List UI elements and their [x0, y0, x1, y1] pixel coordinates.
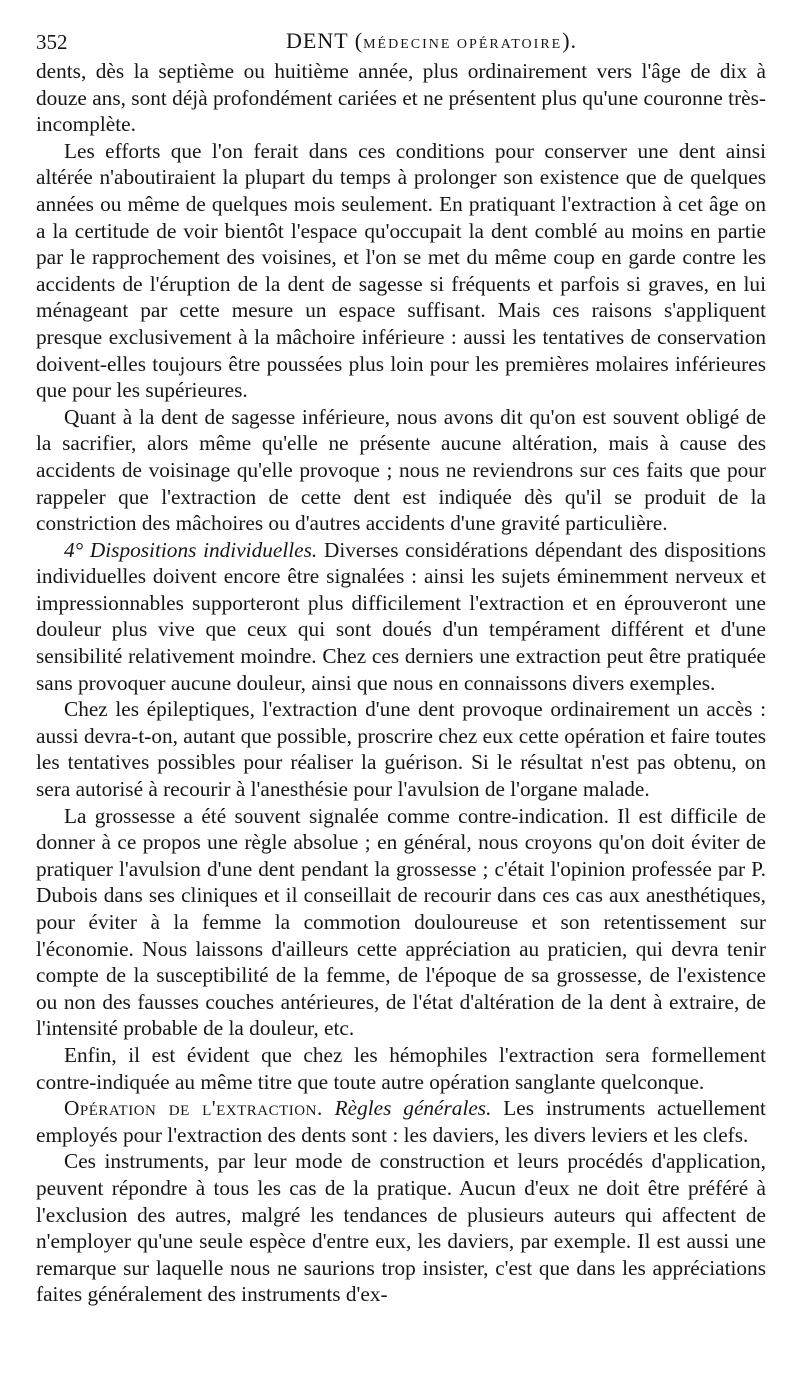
section-heading-extraction: Opération de l'extraction. — [64, 1096, 323, 1121]
paragraph: Quant à la dent de sagesse inférieure, nous avons dit qu'on est souvent obligé de la sacrifier, alors même qu'elle ne présente aucune altération, mais à cause des accidents de voisinage qu'elle provoque ; nous ne reviendrons sur ces faits que pour rappeler que l'extraction de cette dent est indiquée dès qu'il se produit de la constriction des mâchoires ou d'autres accidents d'une gravité particulière. — [36, 404, 766, 536]
page-header — [36, 26, 766, 58]
paragraph-text: Diverses considérations dépendant des dispositions individuelles doivent encore être signalées : ainsi les sujets éminemment nerveux et impressionnables supporteront plus difficilement l'extraction et en éprouveront une douleur plus vive que ceux qui sont doués d'un tempérament différent et d'une sensibilité relativement moindre. Chez ces derniers une extraction peut être pratiquée sans provoquer aucune douleur, ainsi que nous en connaissons divers exemples. — [36, 537, 767, 695]
paragraph: Les efforts que l'on ferait dans ces conditions pour conserver une dent ainsi altérée n'aboutiraient la plupart du temps à prolonger son existence que de quelques années ou même de quelques mois seulement. En pratiquant l'extraction à cet âge on a la certitude de voir bientôt l'espace qu'occupait la dent comblé au moins en partie par le rapprochement des voisines, et l'on se met du même coup en garde contre les accidents de l'éruption de la dent de sagesse si fréquents et parfois si graves, en lui ménageant par cette mesure un espace suffisant. Mais ces raisons s'appliquent presque exclusivement à la mâchoire inférieure : aussi les tentatives de conservation doivent-elles toujours être poussées plus loin pour les premières molaires inférieures que pour les supérieures. — [36, 138, 766, 403]
paragraph — [36, 1095, 766, 1148]
body-text — [36, 58, 766, 1308]
page-number: 352 — [36, 30, 68, 54]
document-page — [36, 26, 766, 1308]
running-title-main: DENT ( — [286, 28, 364, 53]
paragraph — [36, 537, 766, 697]
paragraph: Enfin, il est évident que chez les hémophiles l'extraction sera formellement contre-indiquée au même titre que toute autre opération sanglante quelconque. — [36, 1042, 766, 1094]
running-title-end: ). — [562, 28, 578, 53]
paragraph: Ces instruments, par leur mode de construction et leurs procédés d'application, peuvent répondre à tous les cas de la pratique. Aucun d'eux ne doit être préféré à l'exclusion des autres, malgré les tendances de plusieurs auteurs qui affectent de n'employer qu'une seule espèce d'entre eux, les daviers, par exemple. Il est aussi une remarque sur laquelle nous ne saurions trop insister, c'est que dans les appréciations faites généralement des instruments d'ex- — [36, 1149, 766, 1307]
running-title — [286, 28, 577, 54]
paragraph: La grossesse a été souvent signalée comme contre-indication. Il est difficile de donner à ce propos une règle absolue ; en général, nous croyons qu'on doit éviter de pratiquer l'avulsion d'une dent pendant la grossesse ; c'était l'opinion professée par P. Dubois dans ses cliniques et il conseillait de recourir dans ces cas aux anesthétiques, pour éviter à la femme la commotion douloureuse et son retentissement sur l'économie. Nous laissons d'ailleurs cette appréciation au praticien, qui devra tenir compte de la susceptibilité de la femme, de l'époque de sa grossesse, de l'existence ou non des fausses couches antérieures, de l'état d'altération de la dent à extraire, de l'intensité probable de la douleur, etc. — [36, 803, 766, 1041]
section-subheading-rules: Règles générales. — [322, 1096, 492, 1121]
running-title-sub: MÉDECINE OPÉRATOIRE — [363, 37, 563, 52]
paragraph: Chez les épileptiques, l'extraction d'une dent provoque ordinairement un accès : aussi devra-t-on, autant que possible, proscrire chez eux cette opération et faire toutes les tentatives possibles pour réaliser la guérison. Si le résultat n'est pas obtenu, on sera autorisé à recourir à l'anesthésie pour l'avulsion de l'organe malade. — [36, 697, 766, 802]
section-heading-individual: 4° Dispositions individuelles. — [64, 537, 318, 562]
paragraph-text: Les instruments actuellement employés pour l'extraction des dents sont : les daviers, les divers leviers et les clefs. — [36, 1096, 766, 1147]
paragraph: dents, dès la septième ou huitième année, plus ordinairement vers l'âge de dix à douze ans, sont déjà profondément cariées et ne présentent plus qu'une couronne très-incomplète. — [36, 59, 766, 137]
